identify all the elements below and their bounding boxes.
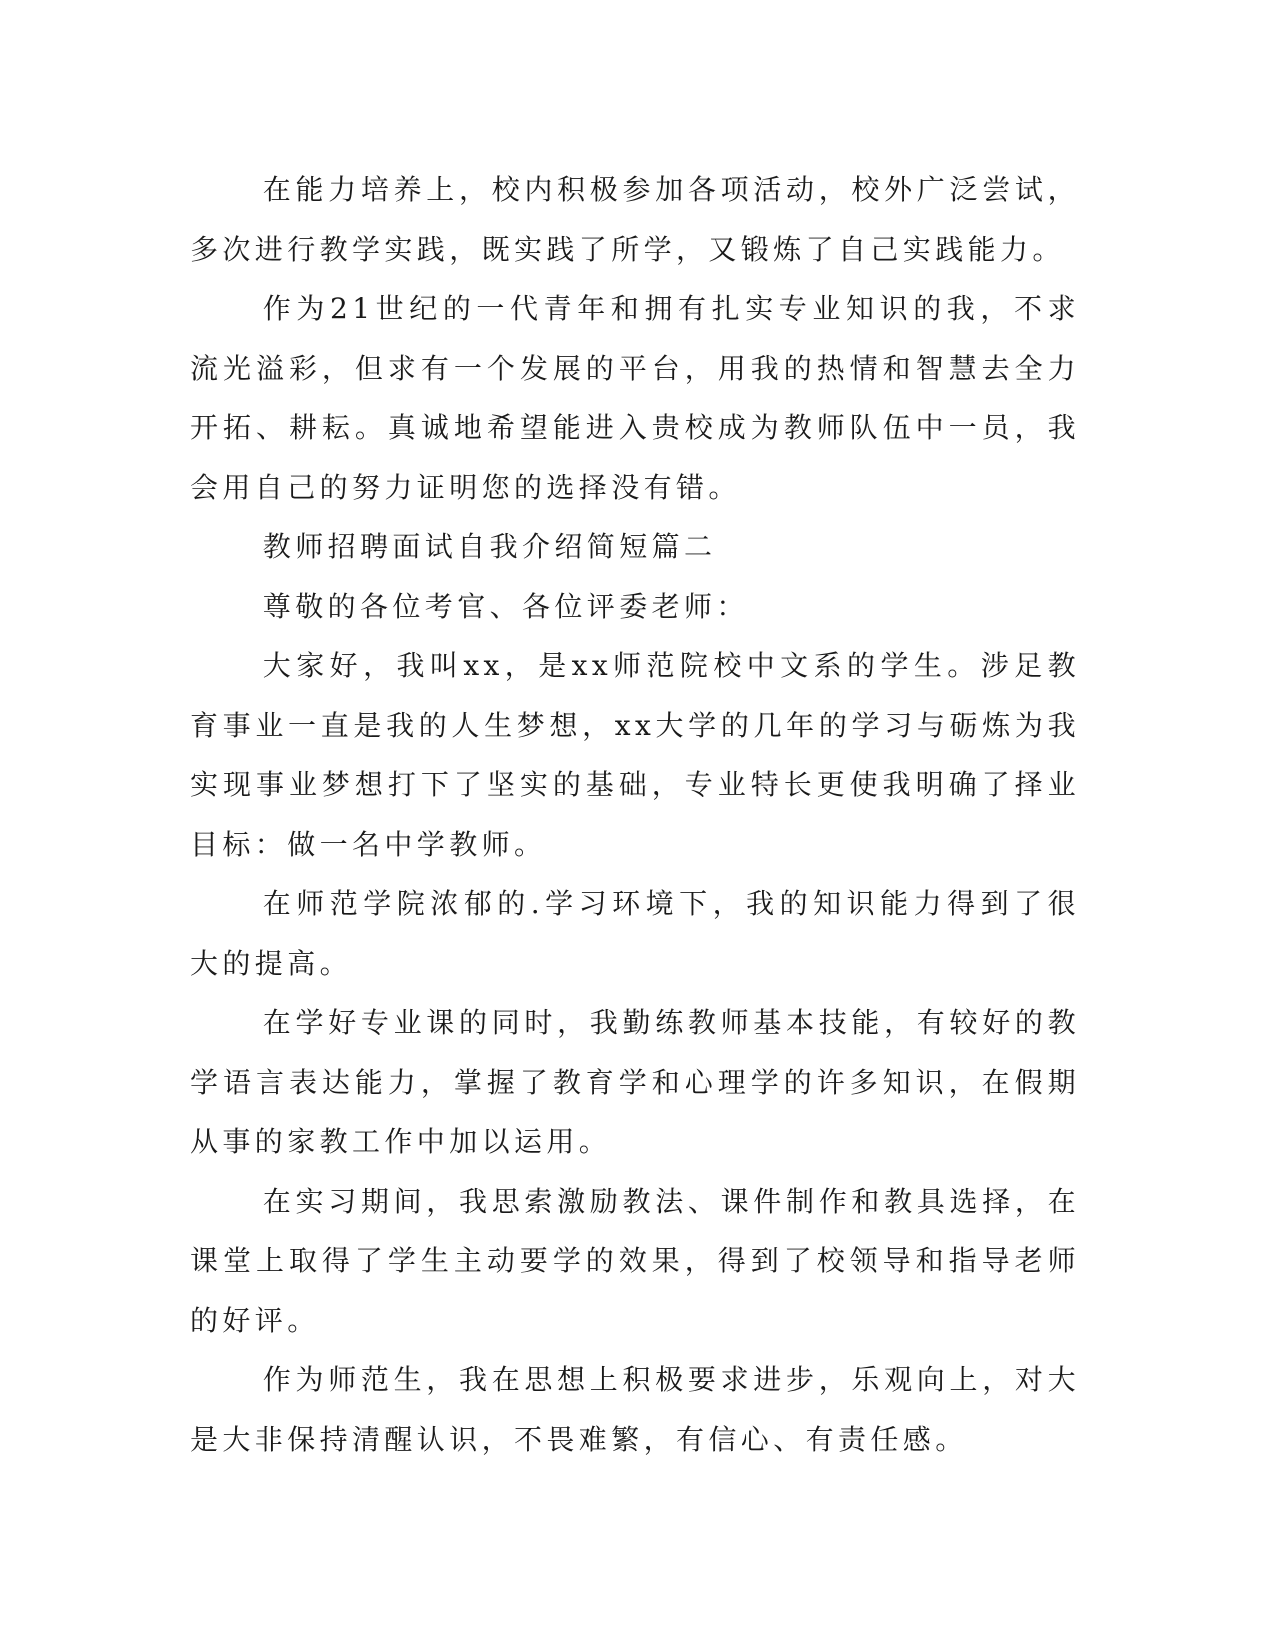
paragraph-teaching-skills: 在学好专业课的同时，我勤练教师基本技能，有较好的教学语言表达能力，掌握了教育学和心理学的许多知识，在假期从事的家教工作中加以运用。	[190, 1006, 1080, 1158]
paragraph-learning-environment: 在师范学院浓郁的.学习环境下，我的知识能力得到了很大的提高。	[190, 887, 1080, 980]
section-heading: 教师招聘面试自我介绍简短篇二	[262, 530, 717, 563]
document-body	[190, 160, 1080, 1469]
paragraph-character: 作为师范生，我在思想上积极要求进步，乐观向上，对大是大非保持清醒认识，不畏难繁，有信心、有责任感。	[190, 1363, 1080, 1456]
paragraph-ability-training: 在能力培养上，校内积极参加各项活动，校外广泛尝试，多次进行教学实践，既实践了所学，又锻炼了自己实践能力。	[190, 173, 1080, 266]
salutation: 尊敬的各位考官、各位评委老师：	[262, 589, 749, 623]
paragraph-introduction: 大家好，我叫xx，是xx师范院校中文系的学生。涉足教育事业一直是我的人生梦想，xx大学的几年的学习与砺炼为我实现事业梦想打下了坚实的基础，专业特长更使我明确了择业目标：做一名中学教师。	[190, 649, 1080, 861]
paragraph-aspiration: 作为21世纪的一代青年和拥有扎实专业知识的我，不求流光溢彩，但求有一个发展的平台，用我的热情和智慧去全力开拓、耕耘。真诚地希望能进入贵校成为教师队伍中一员，我会用自己的努力证明您的选择没有错。	[190, 292, 1080, 504]
paragraph-internship: 在实习期间，我思索激励教法、课件制作和教具选择，在课堂上取得了学生主动要学的效果，得到了校领导和指导老师的好评。	[190, 1184, 1080, 1337]
